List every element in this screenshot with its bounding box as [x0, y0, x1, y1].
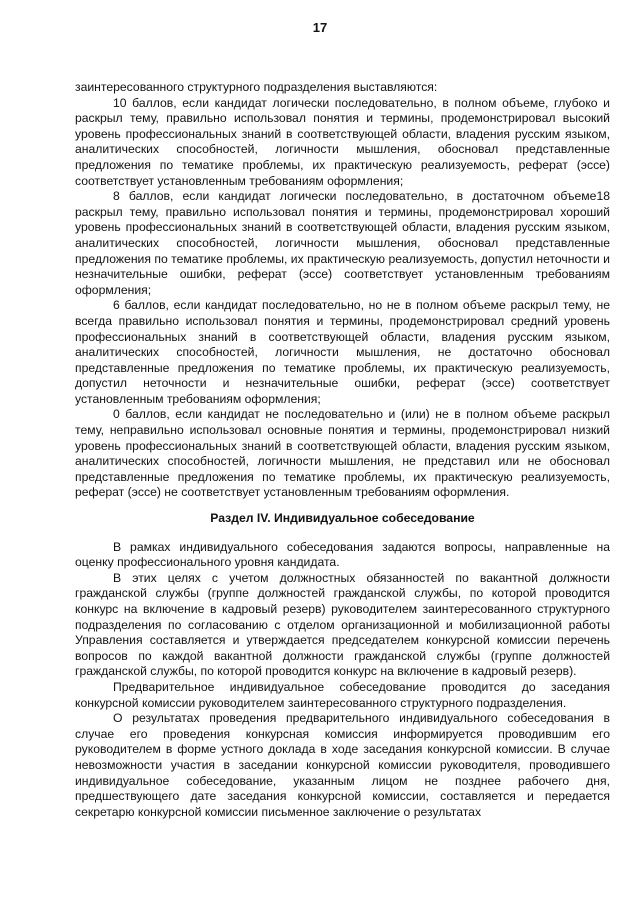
paragraph-interview-scope: В рамках индивидуального собеседования задаются вопросы, направленные на оценку профессионального уровня кандидата. [75, 539, 610, 570]
paragraph-10-points: 10 баллов, если кандидат логически последовательно, в полном объеме, глубоко и раскрыл тему, правильно использовал понятия и термины, продемонстрировал высокий уровень профессиональных знаний в соответствующей области, владения русским языком, аналитических способностей, логичности мышления, обосновал представленные предложения по тематике проблемы, их практическую реализуемость, реферат (эссе) соответствует установленным требованиям оформления; [75, 95, 610, 188]
section-heading: Раздел IV. Индивидуальное собеседование [210, 511, 475, 526]
document-body [75, 80, 610, 820]
page-number: 17 [312, 20, 328, 35]
paragraph-preliminary-interview: Предварительное индивидуальное собеседование проводится до заседания конкурсной комиссии руководителем заинтересованного структурного подразделения. [75, 679, 610, 710]
paragraph-0-points: 0 баллов, если кандидат не последовательно и (или) не в полном объеме раскрыл тему, неправильно использовал основные понятия и термины, продемонстрировал низкий уровень профессиональных знаний в соответствующей области, владения русским языком, аналитических способностей, логичности мышления, не представил или не обосновал представленные предложения по тематике проблемы, их практическую реализуемость, реферат (эссе) не соответствует установленным требованиям оформления. [75, 407, 610, 500]
paragraph-interview-results: О результатах проведения предварительного индивидуального собеседования в случае его проведения конкурсная комиссия информируется проводившим его руководителем в форме устного доклада в ходе заседания конкурсной комиссии. В случае невозможности участия в заседании конкурсной комиссии руководителя, проводившего индивидуальное собеседование, указанным лицом не позднее рабочего дня, предшествующего дате заседания конкурсной комиссии, составляется и передается секретарю конкурсной комиссии письменное заключение о результатах [75, 711, 610, 819]
paragraph-intro: заинтересованного структурного подразделения выставляются: [75, 80, 438, 94]
paragraph-question-list: В этих целях с учетом должностных обязанностей по вакантной должности гражданской службы (группе должностей гражданской службы, по которой проводится конкурс на включение в кадровый резерв) руководителем заинтересованного структурного подразделения по согласованию с отделом организационной и мобилизационной работы Управления составляется и утверждается председателем конкурсной комиссии перечень вопросов по каждой вакантной должности гражданской службы (группе должностей гражданской службы, по которой проводится конкурс на включение в кадровый резерв). [75, 570, 610, 679]
paragraph-6-points: 6 баллов, если кандидат последовательно, но не в полном объеме раскрыл тему, не всегда правильно использовал понятия и термины, продемонстрировал средний уровень профессиональных знаний в соответствующей области, владения русским языком, аналитических способностей, логичности мышления, не достаточно обосновал представленные предложения по тематике проблемы, их практическую реализуемость, допустил неточности и незначительные ошибки, реферат (эссе) соответствует установленным требованиям оформления; [75, 298, 610, 406]
paragraph-8-points: 8 баллов, если кандидат логически последовательно, в достаточном объеме18 раскрыл тему, правильно использовал понятия и термины, продемонстрировал хороший уровень профессиональных знаний в соответствующей области, владения русским языком, аналитических способностей, логичности мышления, обосновал представленные предложения по тематике проблемы, их практическую реализуемость, допустил неточности и незначительные ошибки, реферат (эссе) соответствует установленным требованиям оформления; [75, 189, 610, 297]
